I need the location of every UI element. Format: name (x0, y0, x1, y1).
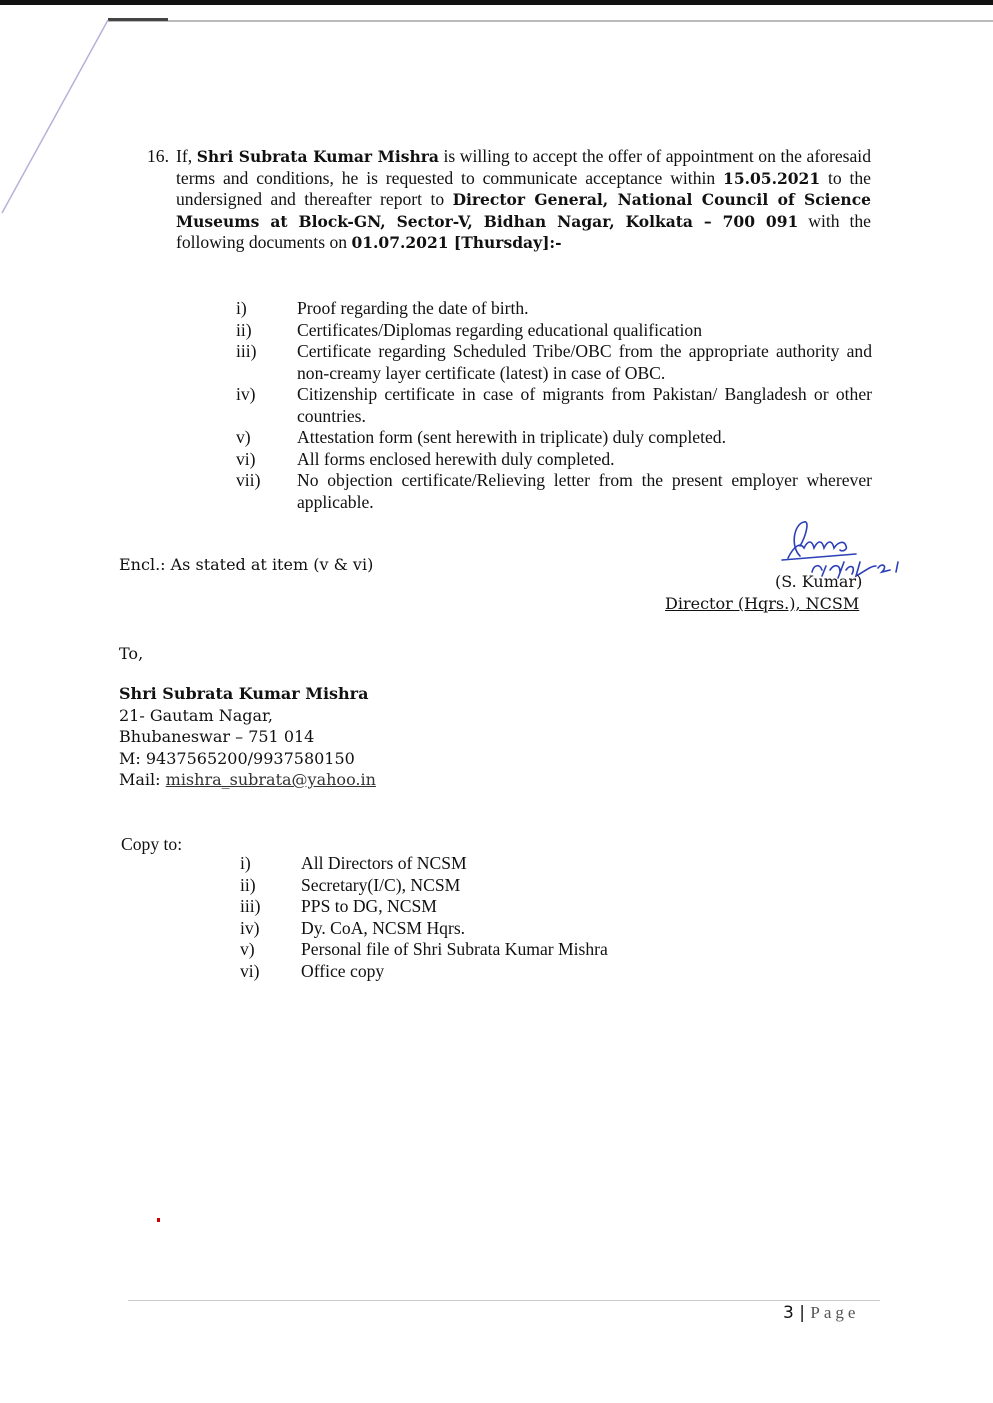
item-text: No objection certificate/Relieving letter from the present employer wherever applicable. (297, 470, 872, 512)
clause-text (176, 146, 871, 254)
item-text: PPS to DG, NCSM (301, 896, 437, 916)
document-item (236, 449, 872, 471)
scan-top-border (0, 0, 993, 5)
item-text: Attestation form (sent herewith in triplicate) duly completed. (297, 427, 726, 447)
footer-rule (128, 1300, 880, 1301)
item-number: i) (236, 298, 247, 318)
item-text: Certificates/Diplomas regarding educational qualification (297, 319, 702, 340)
item-number: iii) (236, 341, 257, 361)
document-item (236, 427, 872, 449)
item-number: iv) (240, 917, 260, 938)
item-number: i) (240, 853, 251, 873)
copy-item (240, 896, 608, 918)
document-item (236, 298, 872, 320)
document-item (236, 470, 872, 513)
header-rule (108, 20, 993, 22)
copy-item (240, 853, 608, 875)
page-label: Page (810, 1303, 860, 1322)
item-number: v) (240, 939, 255, 959)
item-text: Office copy (301, 960, 385, 981)
recipient-mobile: M: 9437565200/9937580150 (119, 748, 355, 768)
bold-text: Director General, National Council of Science Museums at Block-GN, Sector-V, Bidhan Nagar, Kolkata – 700 091 (176, 190, 871, 231)
text: with the following documents on (176, 210, 871, 252)
item-text: Secretary(I/C), NCSM (301, 874, 461, 895)
copy-item (240, 875, 608, 897)
document-item (236, 341, 872, 384)
email-link[interactable]: mishra_subrata@yahoo.in (165, 770, 376, 789)
bold-text: 01.07.2021 [Thursday]:- (351, 233, 562, 252)
copy-item (240, 961, 608, 983)
item-text: Personal file of Shri Subrata Kumar Mishra (301, 939, 608, 959)
item-text: Proof regarding the date of birth. (297, 298, 529, 318)
copy-item (240, 939, 608, 961)
item-number: v) (236, 427, 251, 447)
item-text: Dy. CoA, NCSM Hqrs. (301, 917, 466, 938)
item-text: All Directors of NCSM (301, 853, 467, 873)
scan-mark (157, 1218, 160, 1222)
item-number: iv) (236, 384, 256, 404)
page-footer (783, 1303, 859, 1323)
signatory-designation: Director (Hqrs.), NCSM (665, 594, 860, 613)
recipient-mail (119, 769, 376, 791)
text: is willing to accept the offer of appointment on the aforesaid terms and conditions, he is requested to communicate acceptance within (176, 146, 871, 188)
item-text: Certificate regarding Scheduled Tribe/OBC from the appropriate authority and non-creamy layer certificate (latest) in case of OBC. (297, 341, 872, 383)
documents-list (236, 298, 872, 513)
document-item (236, 320, 872, 342)
copy-item (240, 918, 608, 940)
text: If, (176, 146, 197, 166)
recipient-name: Shri Subrata Kumar Mishra (119, 684, 369, 703)
salutation: To, (119, 644, 144, 663)
bold-text: Shri Subrata Kumar Mishra (196, 147, 439, 166)
item-number: vii) (236, 470, 261, 490)
address-line-1: 21- Gautam Nagar, (119, 705, 273, 725)
clause-number: 16. (147, 146, 169, 166)
page-separator: | (793, 1303, 811, 1323)
text: to the undersigned and thereafter report to (176, 167, 871, 209)
signatory-name: (S. Kumar) (775, 572, 863, 591)
scan-edge-line (0, 18, 110, 218)
item-number: ii) (240, 874, 256, 895)
copy-to-label: Copy to: (121, 834, 183, 854)
copy-to-list (240, 853, 608, 982)
header-rule-mark (108, 18, 168, 21)
document-item (236, 384, 872, 427)
item-text: Citizenship certificate in case of migrants from Pakistan/ Bangladesh or other countries. (297, 384, 872, 426)
item-number: ii) (236, 319, 252, 340)
item-number: iii) (240, 896, 261, 916)
item-number: vi) (236, 448, 256, 469)
page-number: 3 (783, 1303, 794, 1323)
item-text: All forms enclosed herewith duly completed. (297, 448, 615, 469)
clause-16 (147, 146, 871, 254)
mail-label: Mail: (119, 770, 166, 789)
item-number: vi) (240, 960, 260, 981)
enclosure-note: Encl.: As stated at item (v & vi) (119, 555, 374, 574)
recipient-address (119, 683, 376, 791)
bold-text: 15.05.2021 (723, 168, 821, 188)
address-line-2: Bhubaneswar – 751 014 (119, 727, 315, 746)
